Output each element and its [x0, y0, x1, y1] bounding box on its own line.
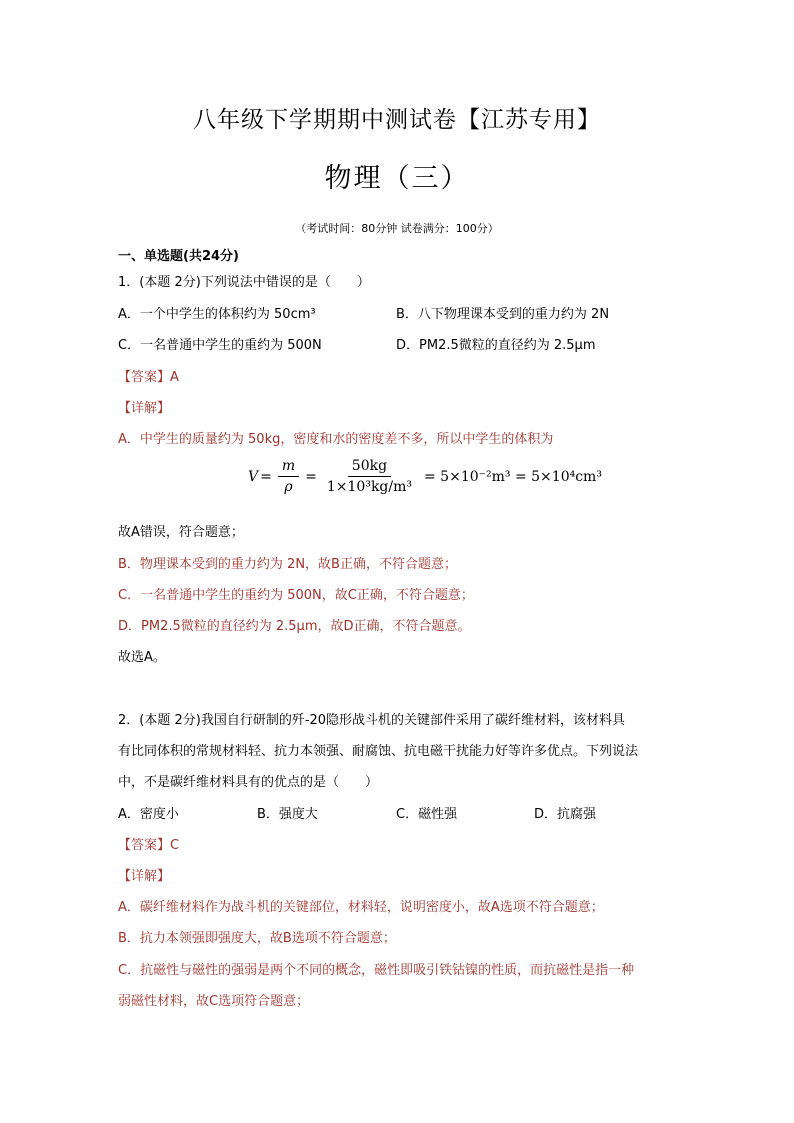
question-1-option-a: A．一个中学生的体积约为 50cm³	[118, 307, 316, 322]
formula-fraction-m-rho	[278, 458, 299, 495]
question-1-explain-c: C．一名普通中学生的重约为 500N，故C正确，不符合题意；	[118, 588, 474, 603]
question-1-answer: 【答案】A	[118, 370, 179, 385]
question-1-explain-b: B．物理课本受到的重力约为 2N，故B正确，不符合题意；	[118, 557, 457, 572]
question-2-explain-b: B．抗力本领强即强度大，故B选项不符合题意；	[118, 931, 396, 946]
question-1-option-c: C．一名普通中学生的重约为 500N	[118, 338, 322, 353]
question-1-final: 故选A。	[118, 650, 166, 665]
question-2-option-c: C．磁性强	[396, 807, 458, 822]
question-2-option-a: A．密度小	[118, 807, 179, 822]
formula-lhs: V	[248, 468, 259, 485]
formula-fraction-values	[323, 458, 416, 495]
question-2-explain-c-line-2: 弱磁性材料，故C选项符合题意；	[118, 994, 310, 1009]
formula-rhs: = 5×10⁻²m³ = 5×10⁴cm³	[424, 468, 602, 485]
section-heading: 一、单选题(共24分)	[118, 249, 239, 264]
formula-equals-2: =	[305, 468, 317, 485]
question-2-answer: 【答案】C	[118, 838, 180, 853]
question-2-explain-a: A．碳纤维材料作为战斗机的关键部位，材料轻，说明密度小，故A选项不符合题意；	[118, 900, 604, 915]
page-title: 八年级下学期期中测试卷【江苏专用】	[193, 107, 601, 133]
volume-formula	[248, 458, 602, 495]
question-1-option-b: B．八下物理课本受到的重力约为 2N	[396, 307, 610, 322]
question-2-stem-line-2: 有比同体积的常规材料轻、抗力本领强、耐腐蚀、抗电磁干扰能力好等许多优点。下列说法	[118, 744, 639, 759]
formula-frac2-denominator: 1×10³kg/m³	[326, 479, 412, 495]
question-2-stem-line-1: 2．(本题 2分)我国自行研制的歼-20隐形战斗机的关键部件采用了碳纤维材料，该材料具	[118, 713, 626, 728]
question-1-explain-d: D．PM2.5微粒的直径约为 2.5μm，故D正确，不符合题意。	[118, 619, 471, 634]
question-2-option-b: B．强度大	[257, 807, 318, 822]
formula-frac1-numerator: m	[278, 458, 299, 477]
question-2-stem-line-3: 中，不是碳纤维材料具有的优点的是（ ）	[118, 775, 379, 790]
question-2-explain-c-line-1: C．抗磁性与磁性的强弱是两个不同的概念，磁性即吸引铁钴镍的性质，而抗磁性是指一种	[118, 963, 635, 978]
question-1-conclusion-a: 故A错误，符合题意；	[118, 525, 244, 540]
exam-info: （考试时间：80分钟 试卷满分：100分）	[295, 222, 499, 235]
formula-frac1-denominator: ρ	[284, 479, 293, 495]
question-2-option-d: D．抗腐强	[534, 807, 597, 822]
page-subtitle: 物理（三）	[324, 163, 470, 194]
question-2-detail-label: 【详解】	[118, 869, 171, 884]
question-1-stem: 1．(本题 2分)下列说法中错误的是（ ）	[118, 275, 370, 290]
question-1-explain-a: A．中学生的质量约为 50kg，密度和水的密度差不多，所以中学生的体积为	[118, 432, 554, 447]
question-1-detail-label: 【详解】	[118, 401, 171, 416]
question-1-option-d: D．PM2.5微粒的直径约为 2.5μm	[396, 338, 596, 353]
formula-equals-1: =	[260, 468, 272, 485]
formula-frac2-numerator: 50kg	[348, 458, 391, 477]
